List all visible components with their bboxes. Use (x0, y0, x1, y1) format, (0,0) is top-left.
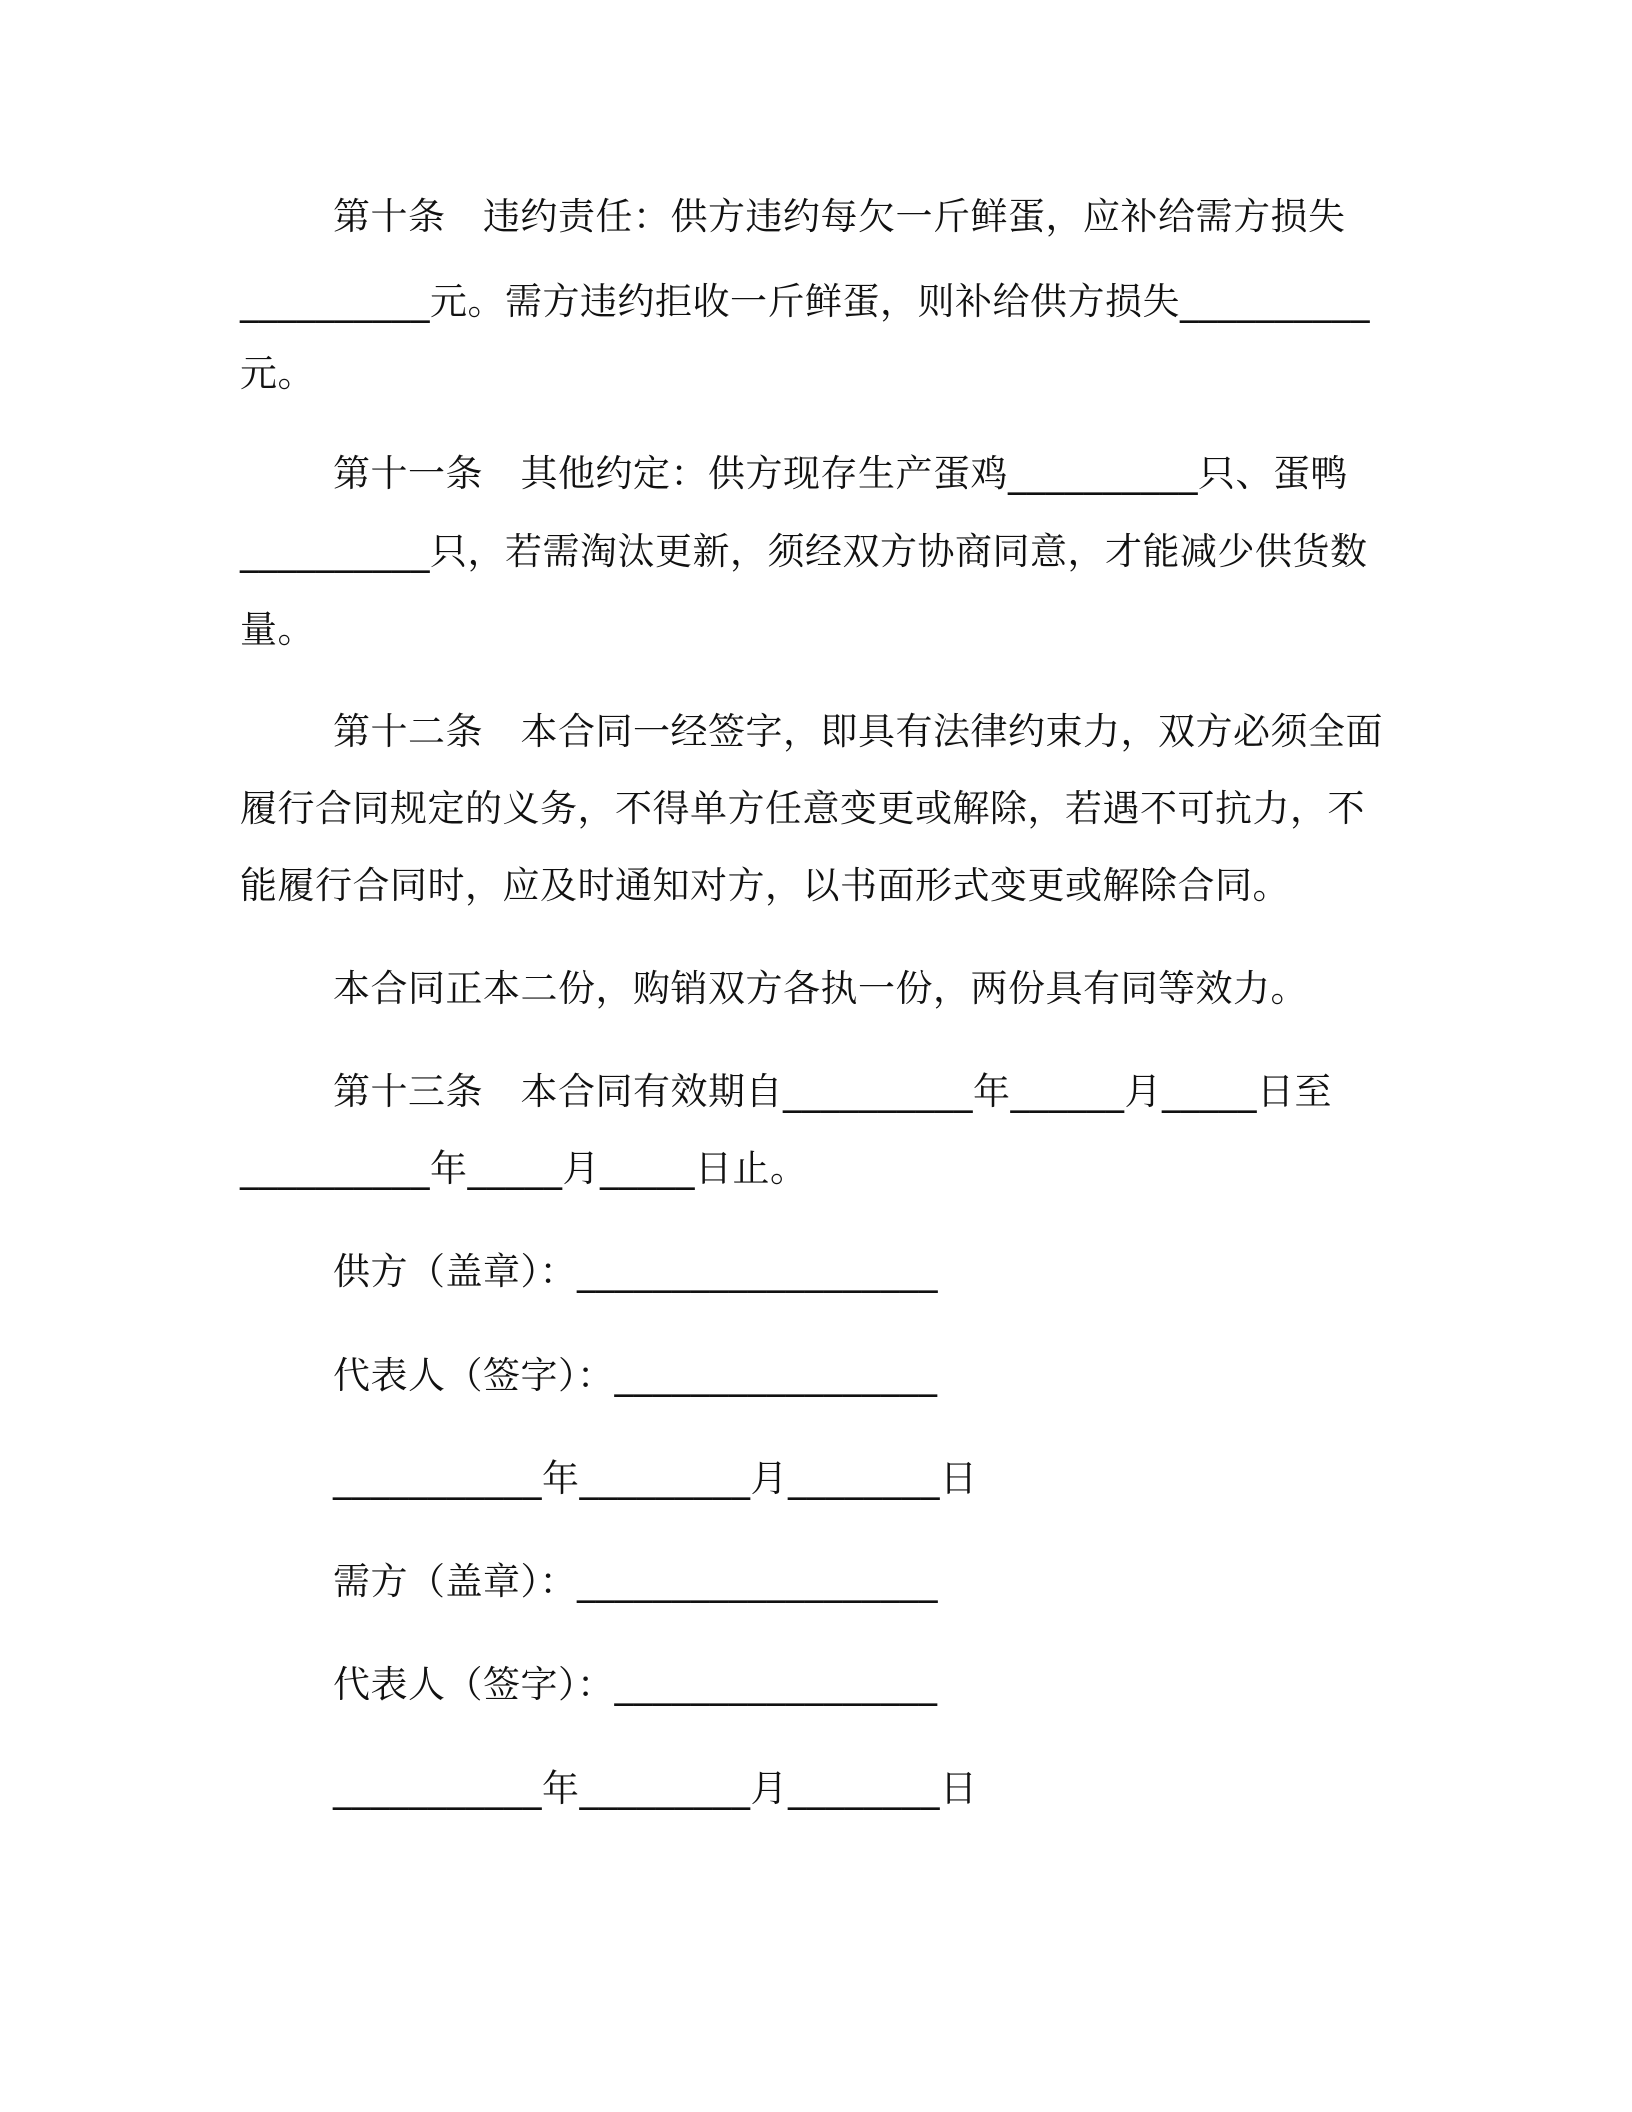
article-12-line-2: 履行合同规定的义务，不得单方任意变更或解除，若遇不可抗力，不 (240, 787, 1365, 830)
supplier-representative-field: 代表人（签字）：_________________ (333, 1354, 938, 1397)
article-13-line-1: 第十三条 本合同有效期自__________年______月_____日至 (333, 1070, 1332, 1113)
article-11-line-3: 量。 (240, 608, 315, 651)
article-10-line-3: 元。 (240, 352, 315, 395)
buyer-representative-field: 代表人（签字）：_________________ (333, 1663, 938, 1706)
article-11-line-2: __________只，若需淘汰更新，须经双方协商同意，才能减少供货数 (240, 530, 1368, 573)
article-10-line-2: __________元。需方违约拒收一斤鲜蛋，则补给供方损失__________ (240, 280, 1370, 323)
supplier-seal-field: 供方（盖章）：___________________ (333, 1250, 938, 1293)
buyer-date-field: ___________年_________月________日 (333, 1767, 978, 1810)
article-13-line-2: __________年_____月_____日止。 (240, 1147, 808, 1190)
buyer-seal-field: 需方（盖章）：___________________ (333, 1560, 938, 1603)
copies-clause: 本合同正本二份，购销双方各执一份，两份具有同等效力。 (333, 967, 1308, 1010)
article-10-line-1: 第十条 违约责任：供方违约每欠一斤鲜蛋，应补给需方损失 (333, 195, 1346, 238)
supplier-date-field: ___________年_________月________日 (333, 1457, 978, 1500)
article-12-line-1: 第十二条 本合同一经签字，即具有法律约束力，双方必须全面 (333, 710, 1383, 753)
article-11-line-1: 第十一条 其他约定：供方现存生产蛋鸡__________只、蛋鸭 (333, 452, 1348, 495)
article-12-line-3: 能履行合同时，应及时通知对方，以书面形式变更或解除合同。 (240, 864, 1290, 907)
